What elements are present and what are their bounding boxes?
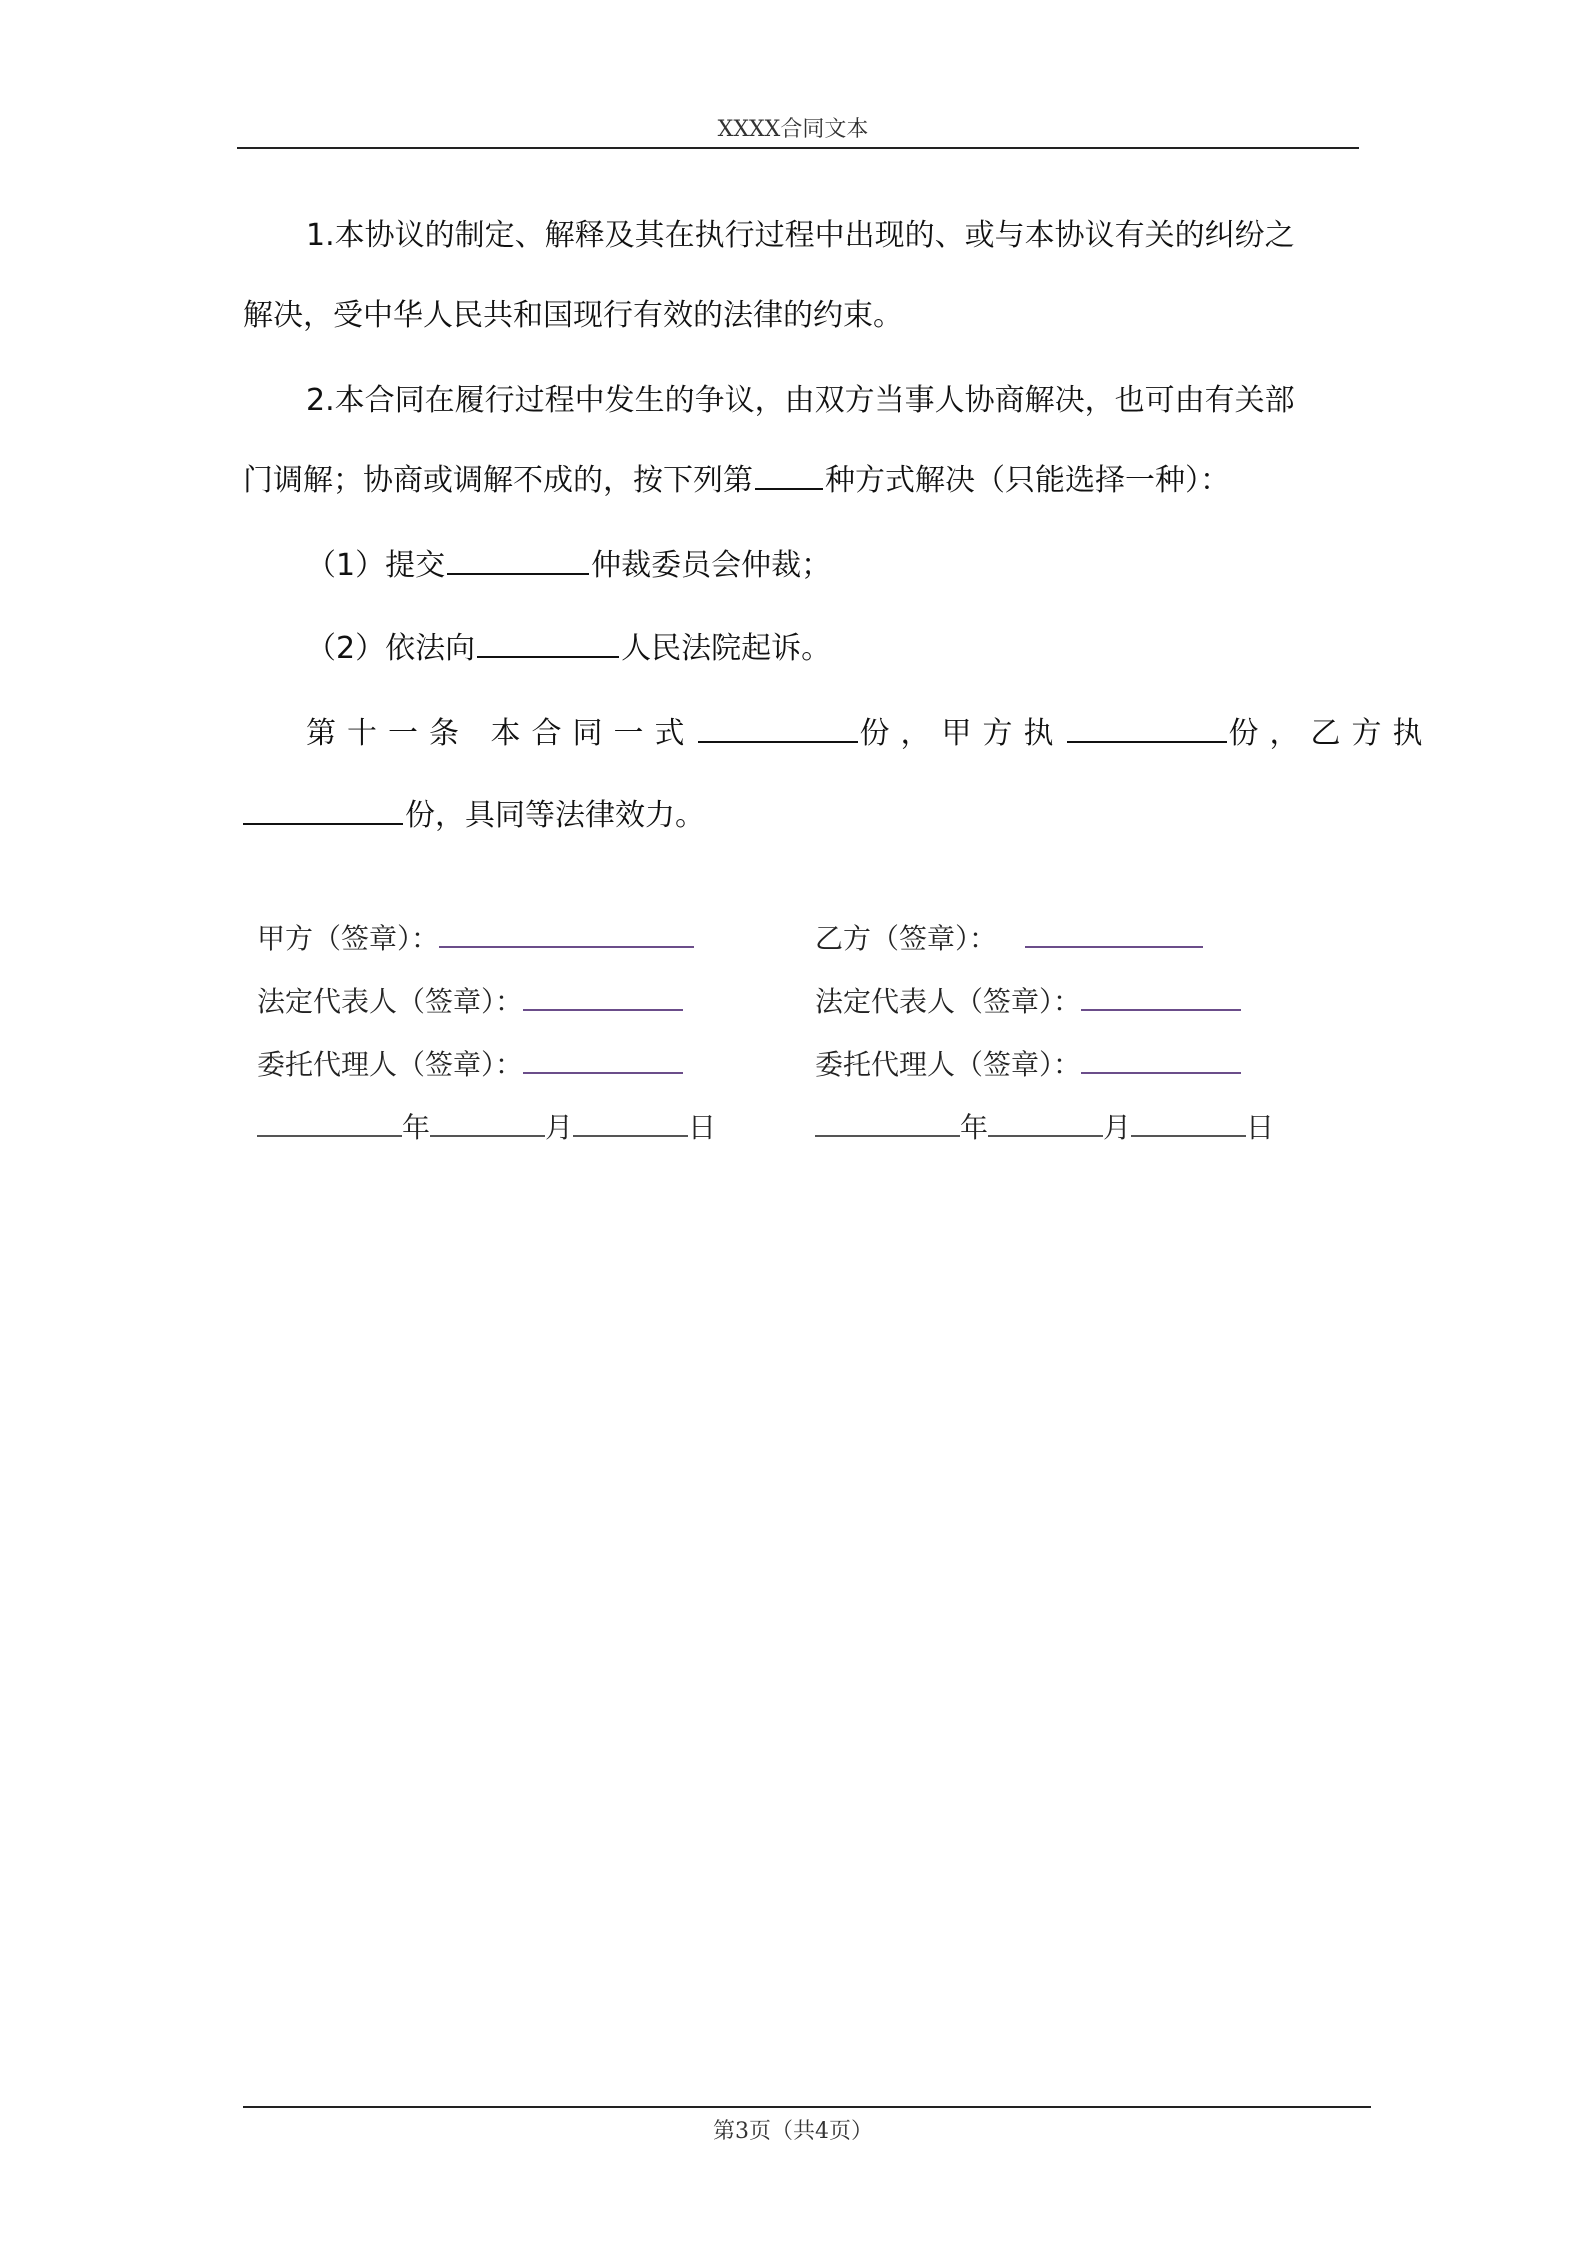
option-2-text-a: （2）依法向	[306, 631, 476, 666]
party-b-agent-row	[815, 1043, 1241, 1083]
clause-2-line-1: 2.本合同在履行过程中发生的争议，由双方当事人协商解决，也可由有关部	[306, 383, 1295, 418]
party-a-agent-label: 委托代理人（签章）：	[257, 1048, 524, 1081]
option-1	[306, 545, 1418, 587]
party-a-seal-row	[257, 917, 694, 957]
party-b-legal-rep-line[interactable]	[1081, 1007, 1241, 1011]
copies-party-a-blank[interactable]	[1067, 737, 1227, 743]
party-a-legal-rep-label: 法定代表人（签章）：	[257, 985, 524, 1018]
header-divider	[237, 147, 1359, 149]
clause-2-text-a: 门调解；协商或调解不成的，按下列第	[243, 463, 753, 498]
party-b-month-blank[interactable]	[988, 1133, 1103, 1137]
party-b-month-label: 月	[1103, 1111, 1132, 1144]
party-b-day-blank[interactable]	[1131, 1133, 1246, 1137]
article-11-text-e: 份，具同等法律效力。	[405, 798, 705, 833]
party-b-legal-rep-label: 法定代表人（签章）：	[815, 985, 1082, 1018]
party-a-legal-rep-row	[257, 980, 683, 1020]
party-b-seal-label: 乙方（签章）：	[815, 922, 998, 955]
party-a-year-blank[interactable]	[257, 1133, 402, 1137]
article-11-line-2	[243, 795, 1355, 837]
party-b-date-row	[815, 1106, 1274, 1146]
party-a-seal-label: 甲方（签章）：	[257, 922, 440, 955]
footer-divider	[243, 2106, 1371, 2108]
option-1-text-b: 仲裁委员会仲裁；	[591, 548, 832, 583]
party-b-legal-rep-row	[815, 980, 1241, 1020]
option-1-text-a: （1）提交	[306, 548, 446, 583]
party-b-agent-line[interactable]	[1081, 1070, 1241, 1074]
party-a-day-label: 日	[688, 1111, 717, 1144]
party-a-month-label: 月	[545, 1111, 574, 1144]
party-b-seal-line[interactable]	[1025, 944, 1203, 948]
copies-party-b-blank[interactable]	[243, 819, 403, 825]
article-11-text-c: 份，甲方执	[859, 716, 1065, 751]
article-11-text-b: 本合同一式	[490, 716, 696, 751]
clause-2-text-b: 种方式解决（只能选择一种）：	[825, 463, 1230, 498]
party-b-year-label: 年	[960, 1111, 989, 1144]
party-a-seal-line[interactable]	[439, 944, 694, 948]
party-a-year-label: 年	[402, 1111, 431, 1144]
article-11-line-1	[306, 713, 1434, 755]
article-11-heading: 第十一条	[306, 716, 470, 751]
party-a-agent-line[interactable]	[523, 1070, 683, 1074]
party-b-agent-label: 委托代理人（签章）：	[815, 1048, 1082, 1081]
clause-2-line-2	[243, 460, 1355, 502]
party-b-day-label: 日	[1246, 1111, 1275, 1144]
option-2	[306, 628, 1418, 670]
clause-1-line-2: 解决，受中华人民共和国现行有效的法律的约束。	[243, 298, 903, 333]
party-a-date-row	[257, 1106, 716, 1146]
party-b-year-blank[interactable]	[815, 1133, 960, 1137]
court-name-blank[interactable]	[477, 652, 619, 658]
party-a-month-blank[interactable]	[430, 1133, 545, 1137]
method-number-blank[interactable]	[755, 484, 823, 490]
arbitration-commission-blank[interactable]	[447, 569, 589, 575]
party-b-seal-row	[815, 917, 1203, 957]
page-number: 第3页（共4页）	[713, 2119, 873, 2144]
party-a-day-blank[interactable]	[573, 1133, 688, 1137]
party-a-legal-rep-line[interactable]	[523, 1007, 683, 1011]
clause-1-line-1: 1.本协议的制定、解释及其在执行过程中出现的、或与本协议有关的纠纷之	[306, 218, 1295, 253]
option-2-text-b: 人民法院起诉。	[621, 631, 832, 666]
copies-total-blank[interactable]	[698, 737, 858, 743]
article-11-text-d: 份，乙方执	[1228, 716, 1434, 751]
page-header-title: XXXX合同文本	[717, 117, 869, 142]
party-a-agent-row	[257, 1043, 683, 1083]
